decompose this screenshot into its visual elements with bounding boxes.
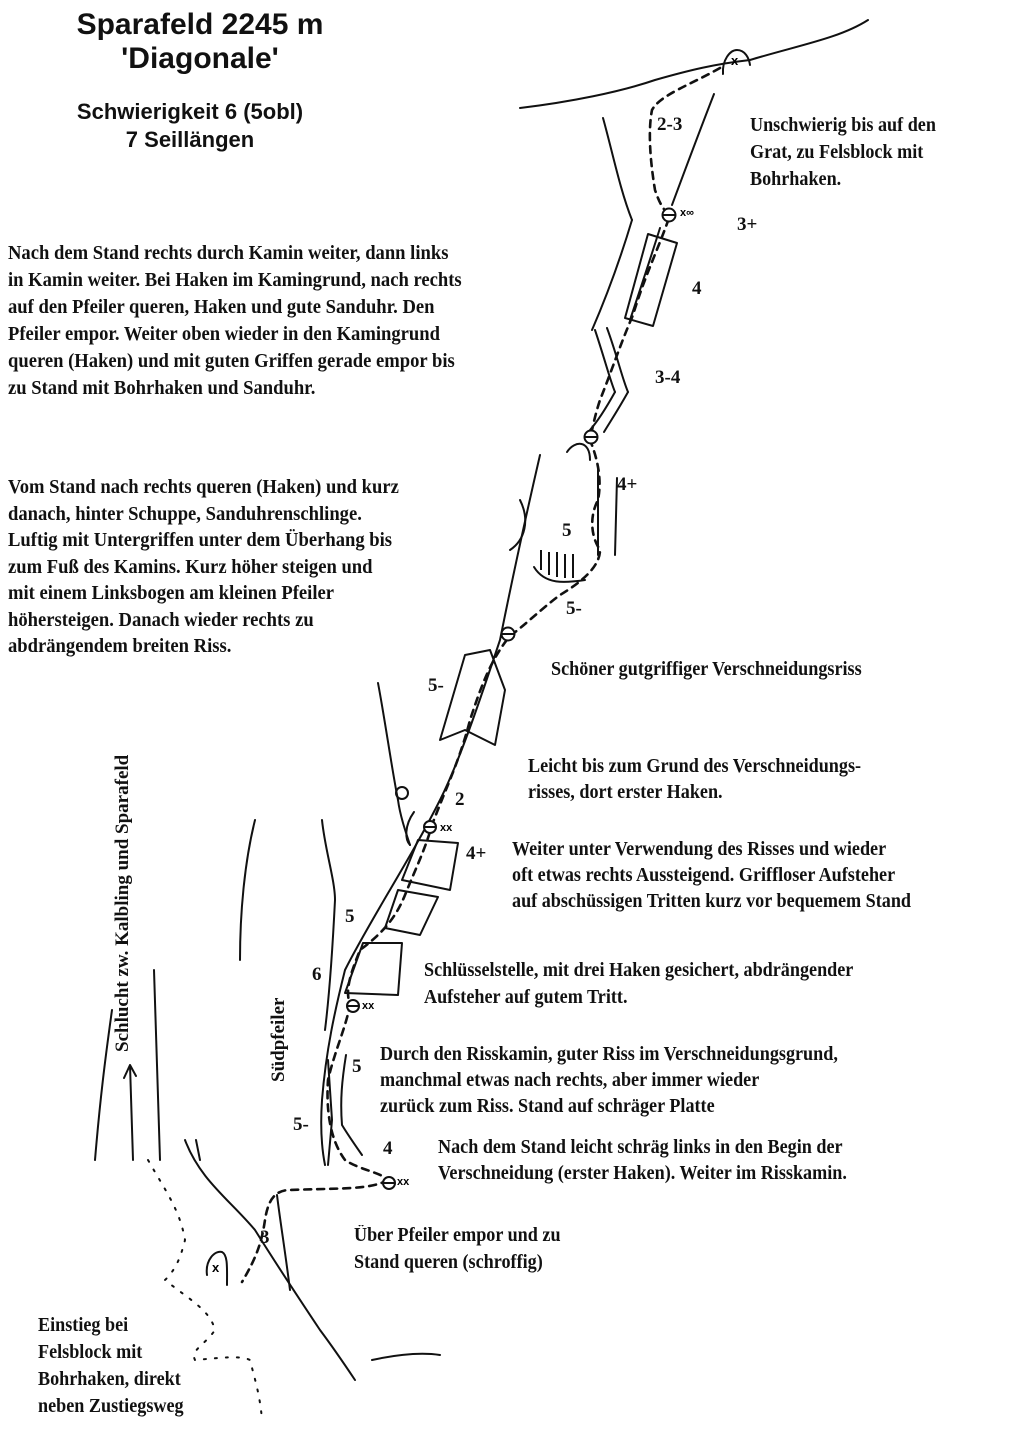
desc-line: Aufsteher auf gutem Tritt. [424, 987, 628, 1008]
desc-line: zum Fuß des Kamins. Kurz höher steigen und [8, 555, 373, 578]
grade-label: 5 [345, 906, 355, 927]
desc-line: zu Stand mit Bohrhaken und Sanduhr. [8, 377, 316, 399]
desc-line: Schöner gutgriffiger Verschneidungsriss [551, 659, 862, 680]
grade-label: 3+ [737, 214, 758, 235]
desc-line: Einstieg bei [38, 1315, 129, 1336]
grade-label: 4 [692, 278, 702, 299]
suedpfeiler-wall [322, 820, 335, 1030]
desc-ueberhang [8, 474, 399, 660]
route-info [30, 98, 350, 154]
desc-schluessel [424, 957, 853, 1011]
dihedral-block [440, 650, 505, 745]
desc-line: Leicht bis zum Grund des Verschneidungs- [528, 756, 862, 777]
step-block-2 [385, 890, 438, 935]
desc-line: Verschneidung (erster Haken). Weiter im Risskamin. [438, 1163, 847, 1184]
bolt-marks-icon: x∞ [680, 207, 694, 219]
desc-line: Nach dem Stand leicht schräg links in den Begin der [438, 1137, 843, 1158]
belay-station-icon [663, 209, 676, 222]
suedpfeiler-wall-2 [240, 820, 255, 960]
title-line-2: 'Diagonale' [121, 42, 279, 75]
bolt-marks-icon: xx [397, 1176, 410, 1188]
chimney-line-e [590, 392, 615, 430]
desc-begin [438, 1135, 847, 1187]
desc-weiter [512, 837, 911, 915]
desc-line: Weiter unter Verwendung des Risses und wieder [512, 839, 887, 860]
grade-label: 5- [428, 675, 444, 696]
wall-left-c [406, 812, 414, 845]
belay-station-icon [383, 1177, 395, 1189]
belay-station-icon [424, 821, 436, 833]
overhang-arc [567, 444, 590, 460]
boulder-icon [396, 787, 408, 799]
desc-line: mit einem Linksbogen am kleinen Pfeiler [8, 582, 335, 604]
grade-label: 5 [562, 520, 572, 541]
pitches-text: 7 Seillängen [125, 127, 255, 152]
desc-line: neben Zustiegsweg [38, 1396, 184, 1417]
desc-line: Vom Stand nach rechts queren (Haken) und kurz [8, 476, 399, 498]
belay-station-icon [585, 431, 598, 444]
grade-label: 6 [312, 964, 322, 985]
desc-line: Schlüsselstelle, mit drei Haken gesichert, abdrängender [424, 960, 854, 981]
desc-line: höhersteigen. Danach wieder rechts zu [8, 608, 314, 631]
wall-left-a [378, 683, 398, 800]
schlucht-far-right [196, 1140, 200, 1160]
bolt-marks-icon: xx [362, 1000, 375, 1012]
desc-einstieg [38, 1312, 184, 1420]
grade-label: 5- [566, 598, 582, 619]
difficulty-text: Schwierigkeit 6 (5obl) [76, 99, 304, 124]
grade-label: 4+ [466, 843, 487, 864]
desc-risskamin [380, 1042, 838, 1120]
desc-line: auf den Pfeiler queren, Haken und gute Sanduhr. Den [8, 296, 435, 318]
desc-kamin [8, 240, 462, 402]
desc-pfeiler [354, 1222, 561, 1276]
desc-line: Stand queren (schroffig) [354, 1252, 543, 1273]
grade-label: 2-3 [657, 114, 683, 135]
label-suedpfeiler: Südpfeiler [268, 997, 289, 1082]
lower-pillar-line [185, 1140, 355, 1380]
title-line-1: Sparafeld 2245 m [76, 8, 324, 41]
schlucht-arrow-icon [124, 1065, 136, 1160]
desc-line: Durch den Risskamin, guter Riss im Verschneidungsgrund, [380, 1044, 838, 1065]
grade-label: 2 [455, 789, 465, 810]
grade-label: 3 [260, 1227, 270, 1248]
desc-grat [750, 112, 936, 193]
entry-bolt-x-icon: x [212, 1260, 220, 1275]
belay-station-icon [347, 1000, 359, 1012]
desc-line: in Kamin weiter. Bei Haken im Kamingrund, nach rechts [8, 269, 462, 291]
desc-line: queren (Haken) und mit guten Griffen gerade empor bis [8, 350, 455, 372]
desc-line: Bohrhaken. [750, 169, 842, 190]
desc-line: auf abschüssigen Tritten kurz vor bequemem Stand [512, 891, 912, 912]
desc-line: Felsblock mit [38, 1342, 143, 1363]
route-title [40, 8, 360, 76]
desc-verschneidungsriss [551, 657, 862, 683]
belay-station-icon [502, 628, 515, 641]
desc-line: Grat, zu Felsblock mit [750, 142, 924, 163]
grade-label: 4 [383, 1138, 393, 1159]
desc-leicht [528, 754, 861, 806]
desc-line: Über Pfeiler empor und zu [354, 1225, 561, 1246]
chimney-line-d [607, 328, 628, 392]
desc-line: manchmal etwas nach rechts, aber immer wieder [380, 1070, 760, 1091]
desc-line: Pfeiler empor. Weiter oben wieder in den Kamingrund [8, 323, 440, 345]
desc-line: Luftig mit Untergriffen unter dem Überhang bis [8, 529, 393, 551]
grade-label: 3-4 [655, 367, 681, 388]
desc-line: danach, hinter Schuppe, Sanduhrenschlinge. [8, 502, 362, 525]
gully-line-right [672, 94, 714, 205]
desc-line: Unschwierig bis auf den [750, 115, 936, 136]
summit-ridge-line [520, 20, 868, 108]
bolt-x-icon: x [731, 53, 739, 68]
schlucht-wall-left [95, 1010, 112, 1160]
desc-line: Bohrhaken, direkt [38, 1369, 181, 1390]
desc-line: risses, dort erster Haken. [528, 782, 723, 803]
grade-label: 5- [293, 1114, 309, 1135]
gully-line-left [603, 118, 632, 220]
desc-line: abdrängendem breiten Riss. [8, 635, 232, 657]
schlucht-wall-right [154, 970, 160, 1160]
grade-label: 4+ [617, 474, 638, 495]
desc-line: zurück zum Riss. Stand auf schräger Platte [380, 1096, 715, 1117]
grade-label: 5 [352, 1056, 362, 1077]
face-edge-line-2 [510, 500, 525, 550]
ground-line [372, 1354, 440, 1360]
desc-line: Nach dem Stand rechts durch Kamin weiter, dann links [8, 242, 449, 264]
label-schlucht: Schlucht zw. Kalbling und Sparafeld [112, 754, 133, 1052]
desc-line: oft etwas rechts Aussteigend. Griffloser Aufsteher [512, 865, 896, 886]
bolt-marks-icon: xx [440, 822, 453, 834]
chimney-line-f [604, 392, 628, 432]
